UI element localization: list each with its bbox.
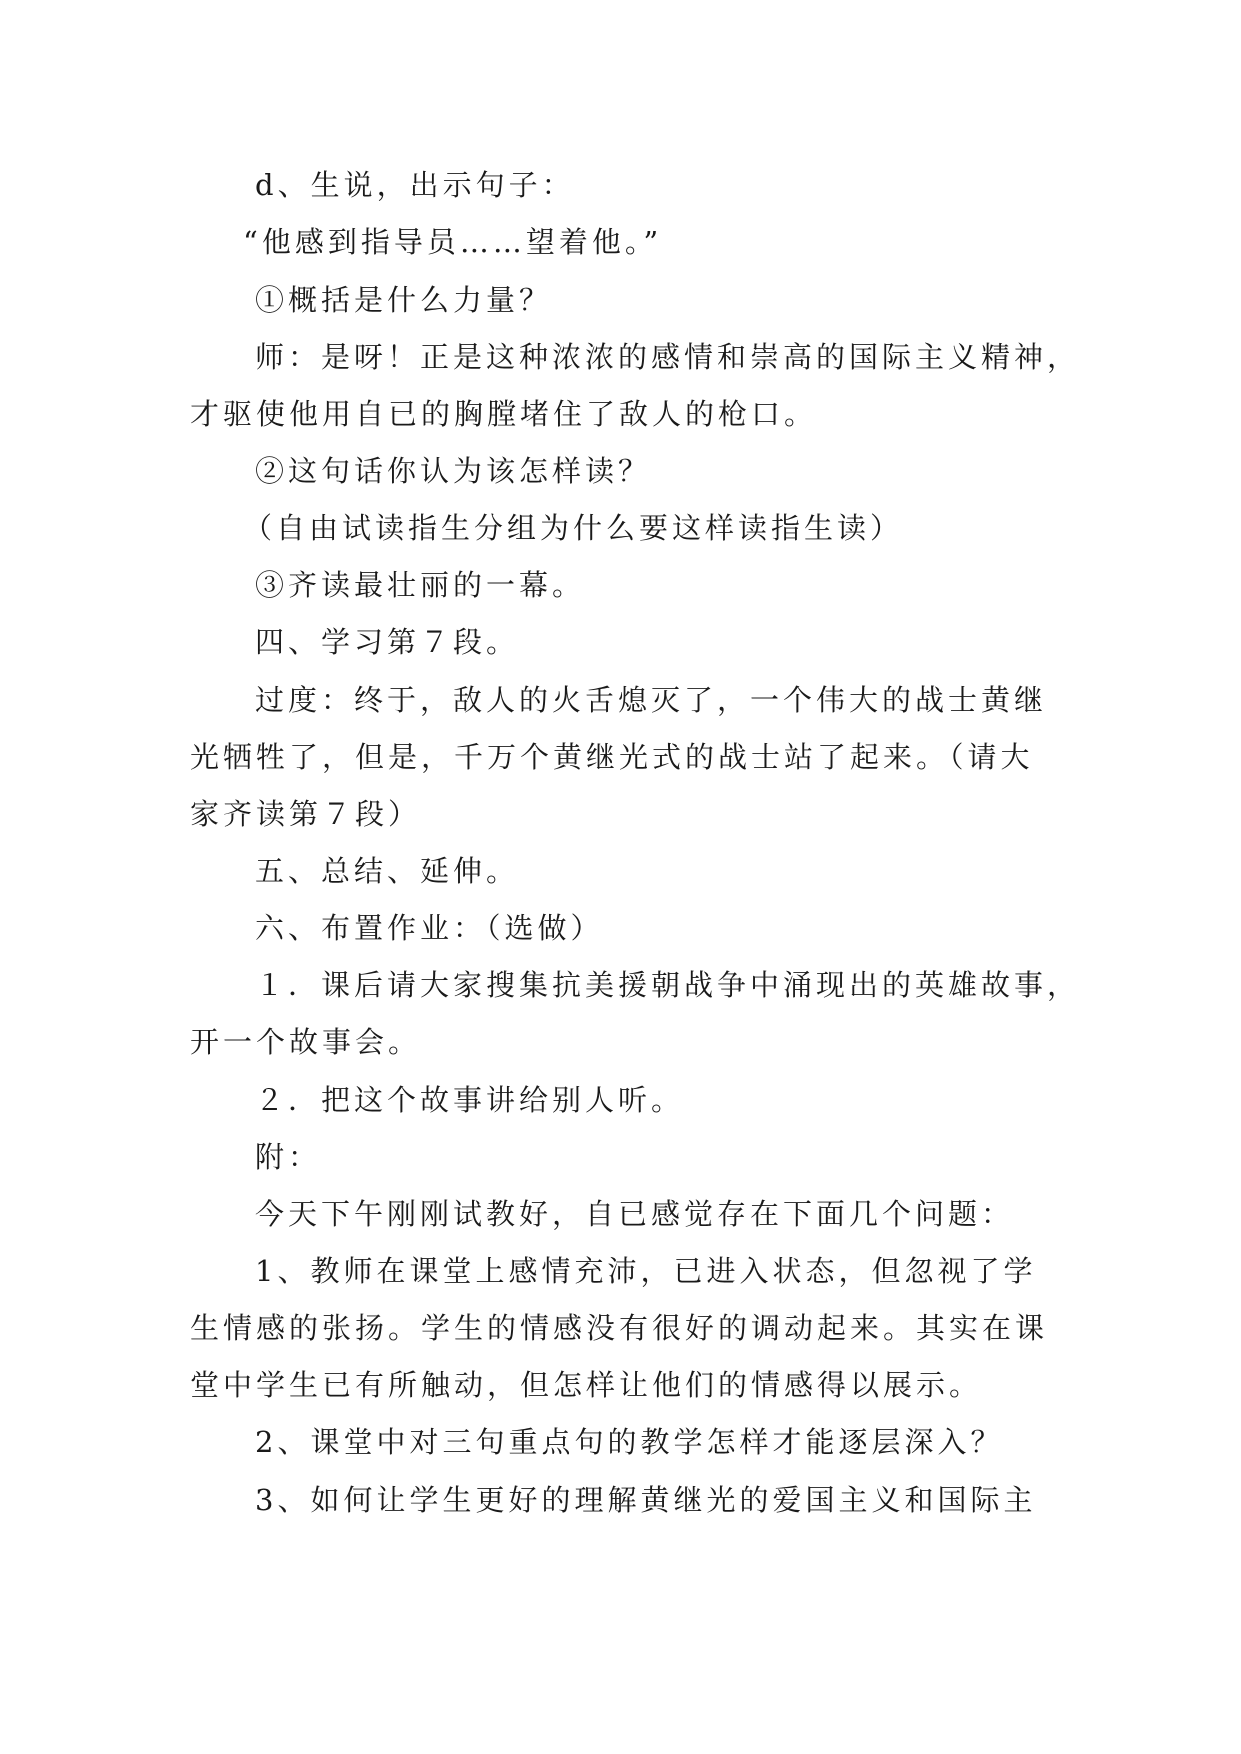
text-line: ②这句话你认为该怎样读？ [255, 454, 652, 488]
text-line: 1、教师在课堂上感情充沛，已进入状态，但忽视了学 [255, 1254, 1037, 1288]
text-line: ①概括是什么力量？ [255, 283, 553, 317]
text-line: 才驱使他用自已的胸膛堵住了敌人的枪口。 [190, 397, 818, 431]
text-line: 开一个故事会。 [190, 1025, 422, 1059]
text-line: ２．把这个故事讲给别人听。 [255, 1083, 685, 1117]
text-line: 3、如何让学生更好的理解黄继光的爱国主义和国际主 [255, 1483, 1037, 1517]
text-line: d、生说，出示句子： [255, 168, 575, 202]
text-line: 过度：终于，敌人的火舌熄灭了，一个伟大的战士黄继 [255, 683, 1048, 717]
text-line: 生情感的张扬。学生的情感没有很好的调动起来。其实在课 [190, 1311, 1049, 1345]
text-line: １．课后请大家搜集抗美援朝战争中涌现出的英雄故事， [255, 968, 1081, 1002]
text-line: （自由试读指生分组为什么要这样读指生读） [243, 511, 904, 545]
text-line: ③齐读最壮丽的一幕。 [255, 568, 586, 602]
text-line: 光牺牲了，但是，千万个黄继光式的战士站了起来。（请大 [190, 740, 1034, 774]
text-line: 附： [255, 1140, 322, 1174]
text-line: 堂中学生已有所触动，但怎样让他们的情感得以展示。 [190, 1368, 983, 1402]
text-line: 2、课堂中对三句重点句的教学怎样才能逐层深入？ [255, 1425, 1004, 1459]
text-line: 今天下午刚刚试教好，自已感觉存在下面几个问题： [255, 1197, 1015, 1231]
text-line: 四、学习第７段。 [255, 625, 520, 659]
text-line: 六、布置作业：（选做） [255, 911, 604, 945]
text-line: 家齐读第７段） [190, 797, 422, 831]
text-line: “他感到指导员……望着他。” [243, 225, 663, 259]
text-line: 五、总结、延伸。 [255, 854, 520, 888]
text-line: 师：是呀！正是这种浓浓的感情和崇高的国际主义精神， [255, 340, 1081, 374]
